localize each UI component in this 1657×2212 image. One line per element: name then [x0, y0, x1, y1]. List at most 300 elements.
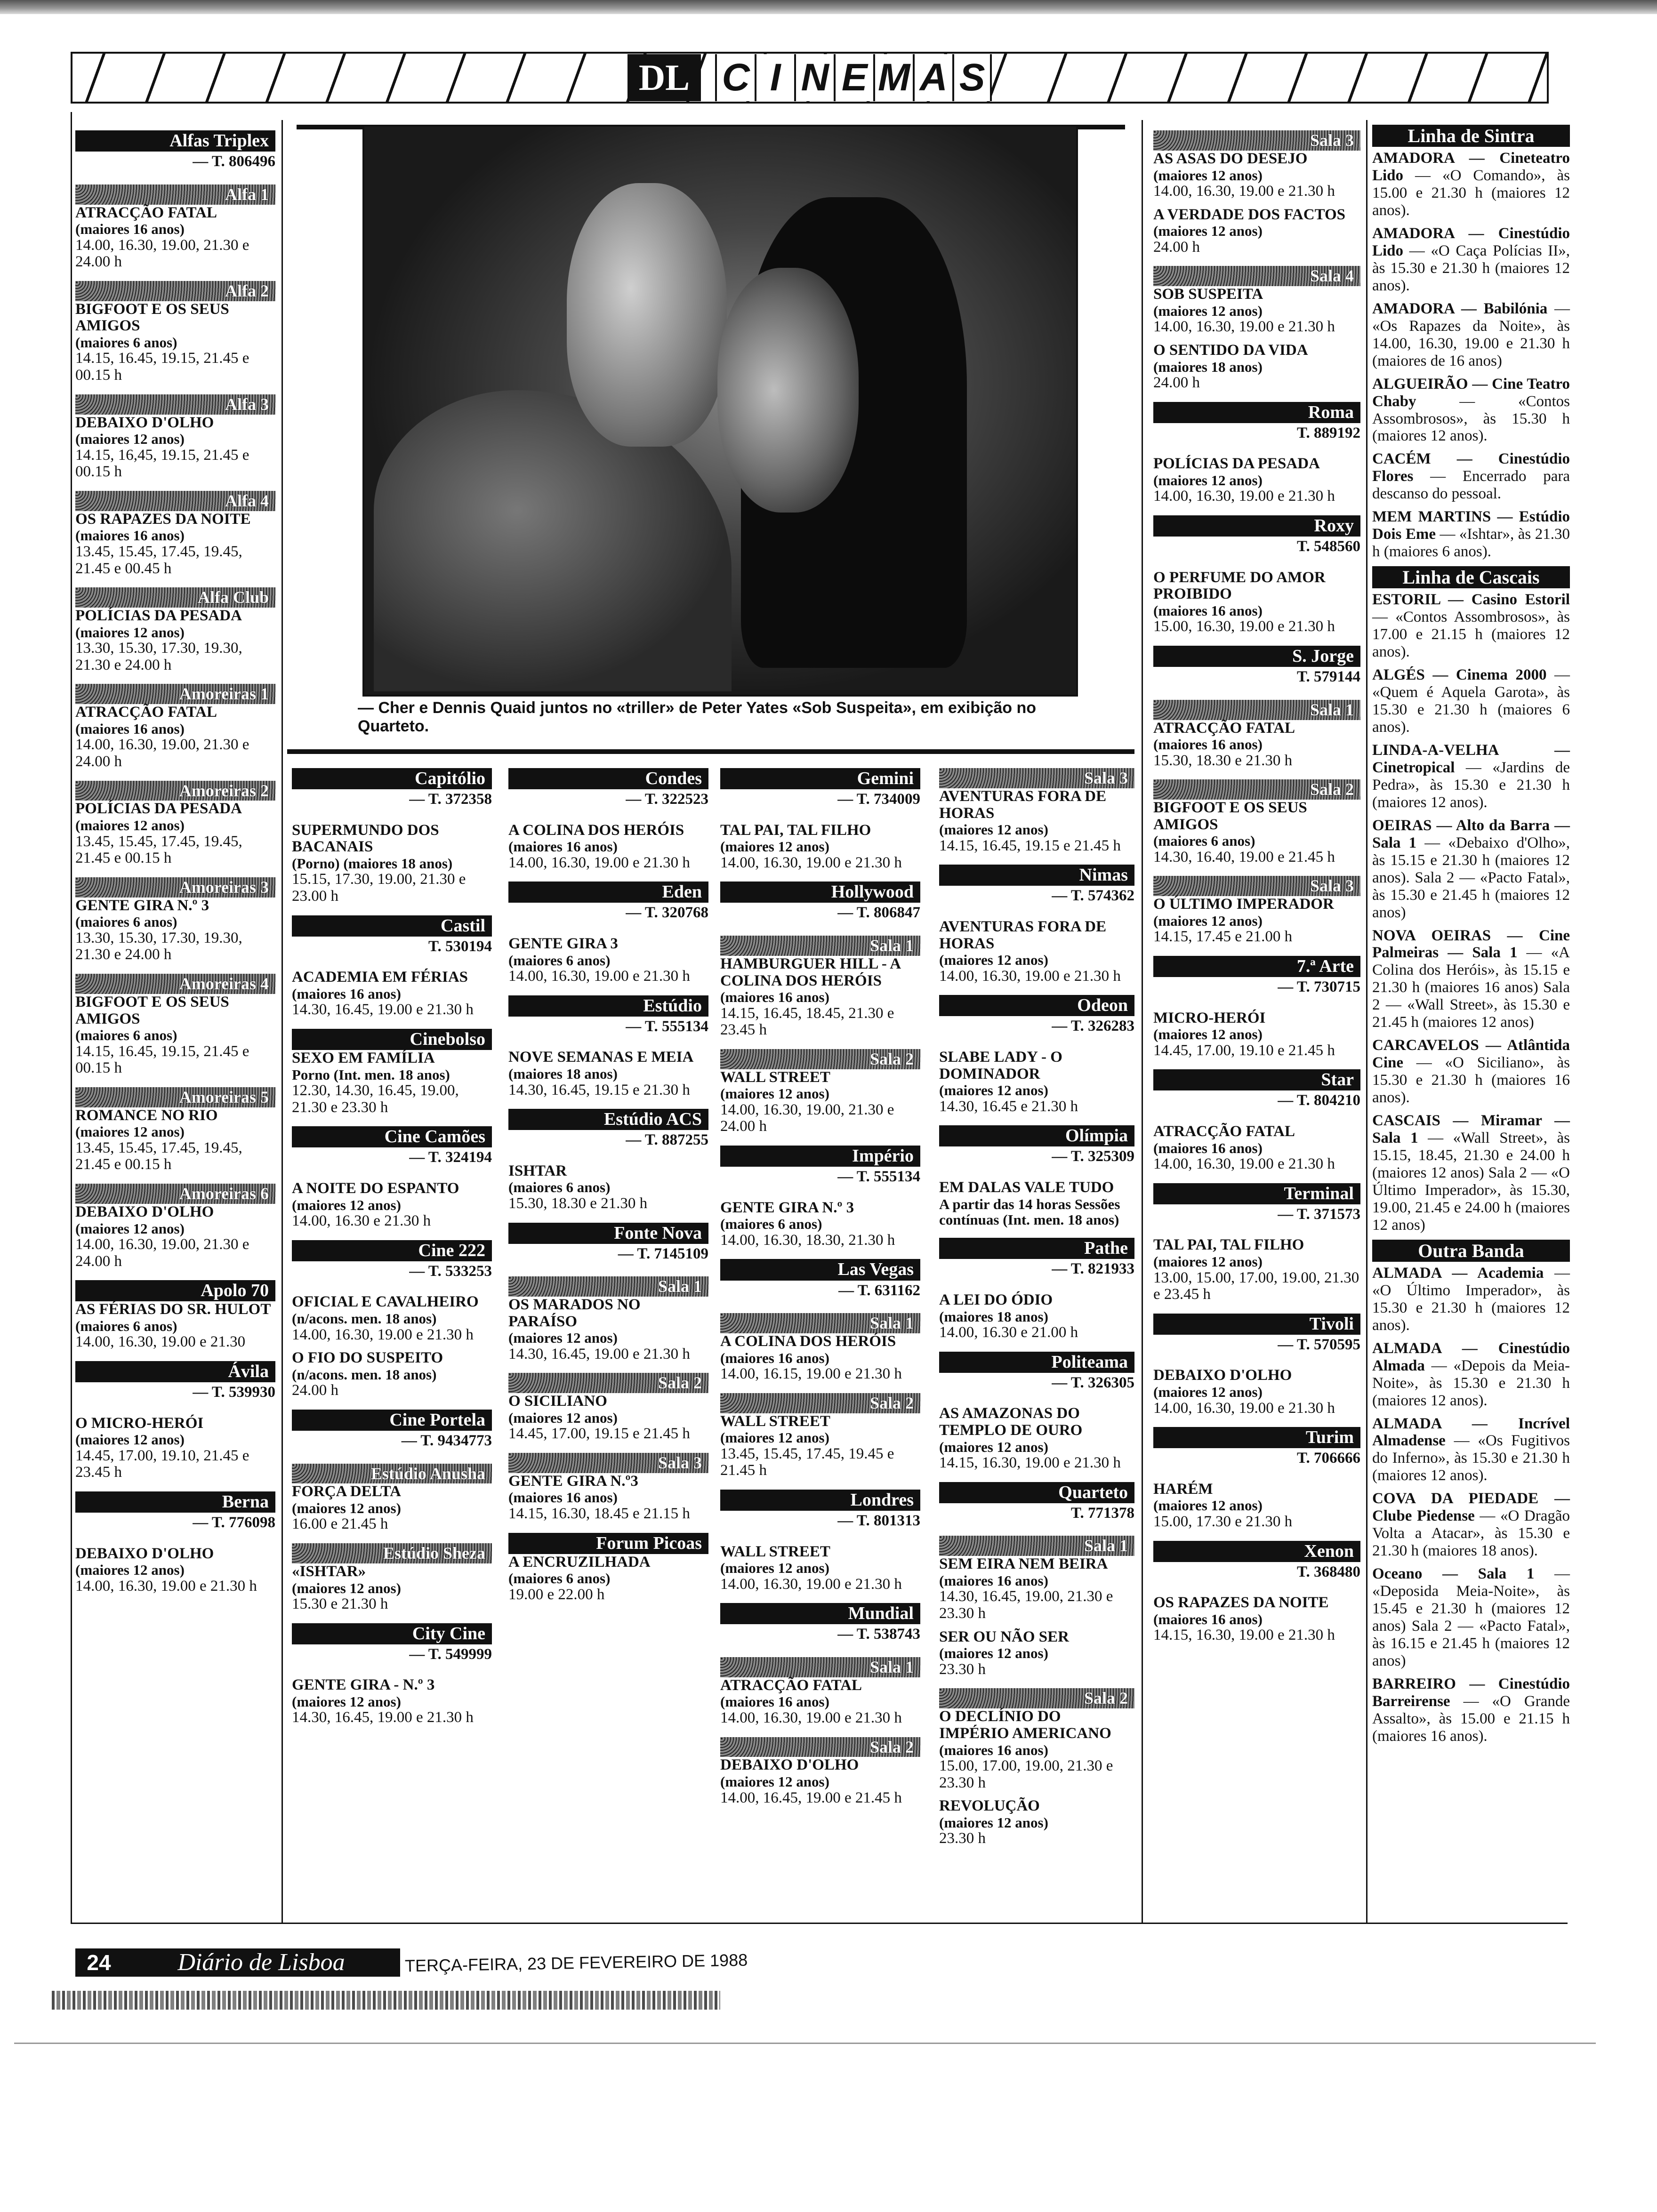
showtimes: 14.00, 16.30 e 21.30 h	[292, 1212, 431, 1230]
venue-name: BARREIRO — Cinestúdio Barreirense	[1372, 1675, 1570, 1710]
regional-listing	[1372, 1112, 1570, 1234]
age-rating: (maiores 12 anos)	[1153, 1253, 1263, 1270]
film-title: HARÉM	[1153, 1480, 1213, 1498]
showtimes: 14.15, 16.30, 19.00 e 21.30 h	[939, 1454, 1121, 1472]
cinema-header: Xenon	[1153, 1541, 1360, 1562]
venue-name: ALGUEIRÃO — Cine Teatro Chaby	[1372, 375, 1570, 410]
film-title: POLÍCIAS DA PESADA	[1153, 455, 1320, 473]
screen-header: Amoreiras 1	[75, 684, 275, 704]
listing-entry	[1153, 1123, 1360, 1173]
showtimes: 14.00, 16.30, 19.00 e 21.30 h	[508, 968, 690, 985]
film-title: AS FÉRIAS DO SR. HULOT	[75, 1301, 271, 1318]
age-rating: (maiores 6 anos)	[720, 1216, 822, 1233]
age-rating: (maiores 12 anos)	[292, 1500, 401, 1516]
listing-entry	[720, 822, 920, 872]
listing-entry	[1153, 720, 1360, 769]
age-rating: (maiores 12 anos)	[75, 624, 185, 641]
age-rating: (maiores 16 anos)	[1153, 602, 1263, 619]
screen-header: Sala 2	[720, 1393, 920, 1413]
listing-entry	[75, 994, 275, 1077]
screen-header: Alfa Club	[75, 587, 275, 608]
film-title: O FIO DO SUSPEITO	[292, 1349, 443, 1367]
screen-header: Sala 1	[1153, 700, 1360, 720]
listing-entry	[75, 1301, 275, 1351]
screen-header: Amoreiras 6	[75, 1184, 275, 1204]
showtimes: 19.00 e 22.00 h	[508, 1586, 605, 1603]
cinema-header: Eden	[508, 882, 708, 903]
cinema-header: Olímpia	[939, 1125, 1134, 1146]
listing-entry	[1153, 1367, 1360, 1417]
venue-name: ESTORIL — Casino Estoril	[1372, 591, 1570, 609]
film-title: NOVE SEMANAS E MEIA	[508, 1049, 694, 1066]
column-2	[292, 758, 492, 1733]
age-rating: (maiores 18 anos)	[939, 1308, 1048, 1325]
screen-header: Amoreiras 3	[75, 877, 275, 898]
listing-entry	[75, 301, 275, 384]
screen-header: Sala 2	[720, 1737, 920, 1757]
film-title: A NOITE DO ESPANTO	[292, 1180, 459, 1197]
film-title: WALL STREET	[720, 1412, 830, 1430]
column-rule	[282, 120, 283, 1923]
film-title: AVENTURAS FORA DE HORAS	[939, 787, 1107, 822]
listing-entry	[720, 1677, 920, 1727]
age-rating: (maiores 12 anos)	[720, 1085, 829, 1102]
cinema-header: Tivoli	[1153, 1314, 1360, 1335]
age-rating: Porno (Int. men. 18 anos)	[292, 1066, 450, 1083]
age-rating: (maiores 12 anos)	[75, 817, 185, 834]
listing-entry	[75, 898, 275, 963]
showtimes: 14.00, 16.30, 19.00 e 21.30	[75, 1333, 246, 1351]
listing-entry	[292, 1563, 492, 1613]
listing-entry	[1153, 1010, 1360, 1059]
showtimes: 14.00, 16.30, 19.00 e 21.30 h	[1153, 1399, 1335, 1417]
cinema-header: 7.ª Arte	[1153, 956, 1360, 977]
regional-listing	[1372, 817, 1570, 922]
cinema-header: Politeama	[939, 1352, 1134, 1373]
banner-letter: M	[873, 54, 913, 101]
age-rating: (maiores 16 anos)	[508, 1489, 618, 1506]
listing-entry	[508, 1049, 708, 1098]
listing-entry	[1153, 207, 1360, 256]
age-rating: (maiores 6 anos)	[75, 334, 177, 351]
phone-number: — T. 555134	[837, 1168, 920, 1186]
screen-header: Sala 1	[720, 936, 920, 956]
film-title: MICRO-HERÓI	[1153, 1009, 1266, 1026]
listing-entry	[508, 1473, 708, 1523]
film-title: REVOLUÇÃO	[939, 1797, 1040, 1815]
showtimes: 14.30, 16.45, 19.00 e 21.30 h	[292, 1709, 474, 1726]
section-title-cinemas	[715, 54, 992, 101]
venue-details: — «A Colina dos Heróis», às 15.15 e 21.30 h (maiores 16 anos) Sala 2 — «Wall Street», às 15.30 e 21.45 h (maiores 12 anos)	[1372, 944, 1570, 1031]
film-title: A COLINA DOS HERÓIS	[720, 1333, 896, 1350]
age-rating: (maiores 12 anos)	[292, 1196, 401, 1213]
age-rating: (maiores 12 anos)	[1153, 1497, 1263, 1514]
phone-number: — T. 538743	[837, 1626, 920, 1643]
showtimes: 14.00, 16.30, 19.00 e 21.30 h	[720, 1575, 902, 1593]
regional-listing	[1372, 150, 1570, 219]
cinema-header: Condes	[508, 768, 708, 789]
showtimes: 14.00, 16.30, 18.30, 21.30 h	[720, 1231, 895, 1249]
age-rating: (maiores 6 anos)	[75, 914, 177, 930]
listing-entry	[939, 1049, 1134, 1115]
screen-header: Sala 4	[1153, 266, 1360, 286]
venue-details: — «O Siciliano», às 15.30 e 21.30 h (maiores 16 anos).	[1372, 1054, 1570, 1106]
age-rating: (maiores 6 anos)	[508, 952, 611, 969]
phone-number: T. 771378	[1070, 1504, 1134, 1522]
phone-number: — T. 371573	[1278, 1205, 1360, 1223]
regional-listing	[1372, 450, 1570, 503]
film-title: HAMBURGUER HILL - A COLINA DOS HERÓIS	[720, 955, 901, 989]
phone-number: — T. 734009	[837, 791, 920, 808]
showtimes: 14.00, 16.45, 19.00 e 21.45 h	[720, 1789, 902, 1806]
film-title: ATRACÇÃO FATAL	[1153, 719, 1295, 737]
listing-entry	[508, 1393, 708, 1443]
screen-header: Sala 2	[720, 1049, 920, 1069]
cinema-header: Nimas	[939, 865, 1134, 886]
phone-number: T. 706666	[1296, 1450, 1360, 1467]
showtimes: 15.00, 16.30, 19.00 e 21.30 h	[1153, 618, 1335, 635]
venue-name: ALMADA — Incrível Almadense	[1372, 1415, 1570, 1450]
venue-details: — «O Grande Assalto», às 15.00 e 21.15 h (maiores 16 anos).	[1372, 1692, 1570, 1745]
age-rating: (maiores 16 anos)	[1153, 1611, 1263, 1627]
listing-entry	[75, 608, 275, 673]
cinema-header: Forum Picoas	[508, 1533, 708, 1554]
screen-header: Estúdio Anusha	[292, 1464, 492, 1484]
showtimes: 15.00, 17.30 e 21.30 h	[1153, 1513, 1293, 1530]
phone-number: — T. 320768	[626, 904, 708, 922]
column-3	[508, 758, 708, 1610]
cinema-header: Cine Camões	[292, 1126, 492, 1147]
showtimes: 15.30, 18.30 e 21.30 h	[508, 1194, 648, 1212]
cinema-header: Terminal	[1153, 1183, 1360, 1204]
film-title: POLÍCIAS DA PESADA	[75, 607, 242, 625]
age-rating: (maiores 12 anos)	[720, 1773, 829, 1790]
region-header: Linha de Cascais	[1372, 566, 1570, 588]
listing-entry	[1153, 800, 1360, 866]
cinema-header: Castil	[292, 915, 492, 937]
regional-listing	[1372, 376, 1570, 445]
age-rating: (maiores 18 anos)	[1153, 358, 1263, 375]
film-title: SUPERMUNDO DOS BACANAIS	[292, 821, 439, 856]
age-rating: (maiores 12 anos)	[75, 1220, 185, 1237]
film-title: TAL PAI, TAL FILHO	[1153, 1236, 1304, 1254]
showtimes: 14.15, 16.45, 18.45, 21.30 e 23.45 h	[720, 1004, 894, 1039]
page-number: 24	[75, 1948, 122, 1977]
film-title: O ÚLTIMO IMPERADOR	[1153, 896, 1334, 913]
listing-entry	[292, 969, 492, 1018]
cinema-header: Roxy	[1153, 515, 1360, 537]
listing-entry	[1153, 569, 1360, 635]
listing-entry	[75, 1415, 275, 1481]
age-rating: (maiores 12 anos)	[939, 1438, 1048, 1455]
age-rating: (maiores 12 anos)	[75, 1123, 185, 1140]
age-rating: (maiores 16 anos)	[292, 985, 401, 1002]
film-title: SOB SUSPEITA	[1153, 286, 1263, 303]
banner-letter: N	[794, 54, 834, 101]
film-title: DEBAIXO D'OLHO	[1153, 1367, 1292, 1384]
venue-name: ALMADA — Academia	[1372, 1264, 1544, 1282]
regional-listing	[1372, 666, 1570, 736]
age-rating: (maiores 16 anos)	[720, 1349, 829, 1366]
column-4	[720, 758, 920, 1813]
age-rating: (maiores 12 anos)	[939, 1082, 1048, 1099]
showtimes: 24.00 h	[1153, 238, 1200, 256]
phone-number: T. 579144	[1296, 668, 1360, 686]
screen-header: Sala 3	[508, 1453, 708, 1473]
age-rating: (maiores 12 anos)	[1153, 1026, 1263, 1043]
regional-listing	[1372, 1675, 1570, 1745]
age-rating: (maiores 12 anos)	[1153, 223, 1263, 240]
showtimes: 14.30, 16.45, 19.00 e 21.30 h	[508, 1345, 690, 1362]
showtimes: 14.45, 17.00, 19.15 e 21.45 h	[508, 1425, 690, 1443]
phone-number: — T. 806847	[837, 904, 920, 922]
film-title: A COLINA DOS HERÓIS	[508, 821, 684, 839]
venue-name: ALGÉS — Cinema 2000	[1372, 666, 1547, 684]
showtimes: 14.15, 16.45, 19.15, 21.45 e 00.15 h	[75, 350, 249, 384]
banner-letter: S	[952, 54, 992, 101]
cinema-header: Pathe	[939, 1238, 1134, 1259]
regional-listing	[1372, 1490, 1570, 1560]
film-title: ATRACÇÃO FATAL	[720, 1676, 862, 1694]
regional-listing	[1372, 508, 1570, 561]
showtimes: 14.00, 16.30, 19.00, 21.30 e 24.00 h	[75, 736, 249, 770]
showtimes: 14.00, 16.30, 19.00 e 21.30 h	[939, 967, 1121, 985]
page-bottom-line	[14, 2043, 1596, 2044]
listing-entry	[508, 822, 708, 872]
film-title: O SENTIDO DA VIDA	[1153, 341, 1308, 359]
age-rating: (maiores 12 anos)	[939, 1645, 1048, 1662]
phone-number: — T. 555134	[626, 1018, 708, 1035]
film-title: ISHTAR	[508, 1162, 567, 1179]
age-rating: (maiores 18 anos)	[508, 1066, 618, 1082]
showtimes: 16.00 e 21.45 h	[292, 1515, 388, 1533]
regional-listing	[1372, 591, 1570, 661]
showtimes: 12.30, 14.30, 16.45, 19.00, 21.30 e 23.30 h	[292, 1082, 459, 1116]
regional-listing	[1372, 1340, 1570, 1410]
age-rating: (Porno) (maiores 18 anos)	[292, 855, 453, 872]
screen-header: Sala 3	[1153, 876, 1360, 896]
film-title: SER OU NÃO SER	[939, 1628, 1069, 1645]
listing-entry	[720, 1333, 920, 1383]
listing-entry	[939, 1708, 1134, 1791]
venue-name: LINDA-A-VELHA — Cinetropical	[1372, 741, 1570, 776]
listing-entry	[939, 919, 1134, 985]
venue-details: — Encerrado para descanso do pessoal.	[1372, 468, 1570, 503]
film-title: OS RAPAZES DA NOITE	[75, 510, 251, 528]
age-rating: (maiores 12 anos)	[75, 431, 185, 448]
cinema-header: Cine 222	[292, 1240, 492, 1261]
cinema-header: Quarteto	[939, 1482, 1134, 1503]
film-title: DEBAIXO D'OLHO	[75, 1203, 214, 1220]
issue-date: TERÇA-FEIRA, 23 DE FEVEREIRO DE 1988	[404, 1950, 748, 1976]
film-title: GENTE GIRA N.º 3	[720, 1199, 854, 1216]
column-5	[939, 758, 1134, 1854]
film-title: O PERFUME DO AMOR PROIBIDO	[1153, 569, 1326, 603]
photo-bottom-rule	[287, 749, 1134, 754]
listing-entry	[292, 1483, 492, 1533]
listing-entry	[939, 1292, 1134, 1341]
listing-entry	[75, 415, 275, 481]
screen-header: Sala 3	[939, 768, 1134, 788]
age-rating: (maiores 6 anos)	[75, 1317, 177, 1334]
phone-number: — T. 322523	[626, 791, 708, 808]
venue-details: — «Contos Assombrosos», às 17.00 e 21.15 h (maiores 12 anos).	[1372, 609, 1570, 661]
showtimes: 15.15, 17.30, 19.00, 21.30 e 23.00 h	[292, 871, 466, 905]
banner-letter: C	[715, 54, 755, 101]
top-edge-band	[0, 0, 1657, 14]
newspaper-name: Diário de Lisboa	[122, 1948, 400, 1977]
age-rating: (maiores 16 anos)	[75, 527, 185, 544]
film-title: BIGFOOT E OS SEUS AMIGOS	[75, 993, 229, 1027]
phone-number: — T. 804210	[1278, 1092, 1360, 1109]
venue-details: — «O Dragão Volta a Atacar», às 15.30 e 21.30 h (maiores 18 anos).	[1372, 1507, 1570, 1560]
film-title: A ENCRUZILHADA	[508, 1553, 651, 1571]
film-title: POLÍCIAS DA PESADA	[75, 800, 242, 817]
cinema-header: Gemini	[720, 768, 920, 789]
listing-entry	[1153, 151, 1360, 200]
cinema-header: Cinebolso	[292, 1029, 492, 1050]
film-title: O DECLÍNIO DO IMPÉRIO AMERICANO	[939, 1708, 1111, 1742]
age-rating: (maiores 12 anos)	[508, 1409, 618, 1426]
age-rating: (maiores 16 anos)	[508, 838, 618, 855]
cinema-header: City Cine	[292, 1623, 492, 1644]
cinema-header: Roma	[1153, 402, 1360, 423]
listing-entry	[508, 1554, 708, 1603]
screen-header: Sala 3	[1153, 130, 1360, 151]
movie-still-photo	[362, 125, 1078, 697]
phone-number: — T. 887255	[626, 1131, 708, 1149]
listing-entry	[292, 1294, 492, 1343]
listing-entry	[75, 1107, 275, 1173]
listing-entry	[292, 822, 492, 905]
phone-number: — T. 631162	[838, 1282, 920, 1299]
age-rating: (maiores 12 anos)	[292, 1693, 401, 1710]
cinema-header: Hollywood	[720, 882, 920, 903]
venue-details: — «Ishtar», às 21.30 h (maiores 6 anos).	[1372, 526, 1570, 561]
film-title: A LEI DO ÓDIO	[939, 1291, 1053, 1309]
film-title: DEBAIXO D'OLHO	[720, 1756, 859, 1774]
venue-name: ALMADA — Cinestúdio Almada	[1372, 1339, 1570, 1374]
listing-entry	[1153, 1237, 1360, 1303]
film-title: SLABE LADY - O DOMINADOR	[939, 1048, 1062, 1082]
listing-entry	[292, 1677, 492, 1726]
film-title: FORÇA DELTA	[292, 1483, 401, 1500]
age-rating: (maiores 12 anos)	[720, 1429, 829, 1446]
age-rating: (maiores 12 anos)	[1153, 1384, 1263, 1401]
showtimes: 14.15, 16.30, 19.00 e 21.30 h	[1153, 1627, 1335, 1644]
age-rating: A partir das 14 horas Sessões contínuas (Int. men. 18 anos)	[939, 1195, 1120, 1228]
venue-details: — «Depois da Meia-Noite», às 15.30 e 21.30 h (maiores 12 anos).	[1372, 1357, 1570, 1409]
screen-header: Estúdio Sheza	[292, 1543, 492, 1563]
listing-entry	[292, 1050, 492, 1116]
showtimes: 24.00 h	[292, 1382, 338, 1399]
listing-entry	[508, 1297, 708, 1362]
showtimes: 15.30, 18.30 e 21.30 h	[1153, 752, 1293, 769]
venue-details: — «Debaixo d'Olho», às 15.15 e 21.30 h (maiores 12 anos). Sala 2 — «Pacto Fatal», às 15.30 e 21.45 h (maiores 12 anos)	[1372, 834, 1570, 921]
regional-listing	[1372, 1265, 1570, 1334]
photo-figure-man-face	[567, 183, 727, 447]
cinema-header: Las Vegas	[720, 1259, 920, 1280]
regional-listing	[1372, 1037, 1570, 1106]
showtimes: 13.45, 15.45, 17.45, 19.45, 21.45 e 00.15 h	[75, 1139, 242, 1173]
age-rating: (maiores 16 anos)	[1153, 736, 1263, 753]
screen-header: Sala 1	[720, 1657, 920, 1677]
showtimes: 14.30, 16.45, 19.00, 21.30 e 23.30 h	[939, 1588, 1113, 1622]
phone-number: — T. 325309	[1052, 1148, 1134, 1165]
cinema-header: Odeon	[939, 995, 1134, 1016]
column-rule	[1366, 120, 1367, 1923]
banner-letter: A	[913, 54, 952, 101]
cinema-header: S. Jorge	[1153, 646, 1360, 667]
venue-name: AMADORA — Babilónia	[1372, 300, 1548, 317]
film-title: WALL STREET	[720, 1543, 830, 1560]
age-rating: (maiores 12 anos)	[939, 952, 1048, 969]
phone-number: — T. 549999	[409, 1645, 492, 1663]
listing-entry	[939, 788, 1134, 854]
showtimes: 13.30, 15.30, 17.30, 19.30, 21.30 e 24.00 h	[75, 929, 242, 963]
venue-name: MEM MARTINS — Estúdio Dois Eme	[1372, 508, 1570, 543]
regional-listing	[1372, 225, 1570, 295]
showtimes: 14.15, 16.45, 19.15 e 21.45 h	[939, 837, 1121, 854]
showtimes: 14.00, 16.30, 19.00 e 21.30 h	[75, 1577, 257, 1595]
age-rating: (maiores 16 anos)	[1153, 1139, 1263, 1156]
listing-entry	[720, 1200, 920, 1249]
showtimes: 14.00, 16.30, 19.00 e 21.30 h	[1153, 1155, 1335, 1173]
film-title: AS AMAZONAS DO TEMPLO DE OURO	[939, 1405, 1083, 1439]
phone-number: T. 368480	[1296, 1563, 1360, 1580]
showtimes: 24.00 h	[1153, 374, 1200, 391]
phone-number: — T. 326305	[1052, 1374, 1134, 1391]
listing-entry	[720, 1413, 920, 1479]
region-header: Linha de Sintra	[1372, 125, 1570, 147]
listing-entry	[1153, 1481, 1360, 1531]
showtimes: 14.00, 16.30, 19.00, 21.30 e 24.00 h	[75, 1236, 249, 1270]
showtimes: 14.30, 16.45, 19.15 e 21.30 h	[508, 1081, 690, 1098]
venue-details: — «Jardins de Pedra», às 15.30 e 21.30 h (maiores 12 anos).	[1372, 759, 1570, 811]
cinema-header: Capitólio	[292, 768, 492, 789]
age-rating: (maiores 12 anos)	[720, 838, 829, 855]
screen-header: Sala 1	[508, 1276, 708, 1297]
listing-entry	[1153, 1595, 1360, 1644]
age-rating: (maiores 12 anos)	[75, 1431, 185, 1448]
film-title: O MICRO-HERÓI	[75, 1414, 204, 1432]
listing-entry	[939, 1629, 1134, 1678]
listing-entry	[1153, 286, 1360, 336]
age-rating: (n/acons. men. 18 anos)	[292, 1310, 437, 1327]
listing-entry	[939, 1179, 1134, 1228]
showtimes: 14.15, 16.45, 19.15, 21.45 e 00.15 h	[75, 1042, 249, 1077]
cinema-header: Star	[1153, 1069, 1360, 1090]
film-title: «ISHTAR»	[292, 1563, 366, 1580]
cinema-header: Cine Portela	[292, 1410, 492, 1431]
screen-header: Alfa 2	[75, 281, 275, 301]
listing-entry	[720, 1069, 920, 1135]
venue-details: — «O Comando», às 15.00 e 21.30 h (maiores 12 anos).	[1372, 167, 1570, 219]
showtimes: 14.00, 16.30, 19.00 e 21.30 h	[720, 854, 902, 871]
film-title: SEXO EM FAMÍLIA	[292, 1050, 435, 1067]
phone-number: — T. 730715	[1278, 978, 1360, 996]
film-title: ATRACÇÃO FATAL	[1153, 1123, 1295, 1140]
listing-entry	[75, 205, 275, 271]
listing-entry	[1153, 896, 1360, 946]
showtimes: 14.45, 17.00, 19.10, 21.45 e 23.45 h	[75, 1447, 249, 1481]
showtimes: 13.45, 15.45, 17.45, 19.45 e 21.45 h	[720, 1445, 894, 1479]
venue-name: OEIRAS — Alto da Barra — Sala 1	[1372, 817, 1570, 851]
cinema-header: Império	[720, 1146, 920, 1167]
age-rating: (maiores 12 anos)	[939, 1814, 1048, 1831]
venue-name: CACÉM — Cinestúdio Flores	[1372, 450, 1570, 485]
age-rating: (maiores 6 anos)	[75, 1027, 177, 1044]
